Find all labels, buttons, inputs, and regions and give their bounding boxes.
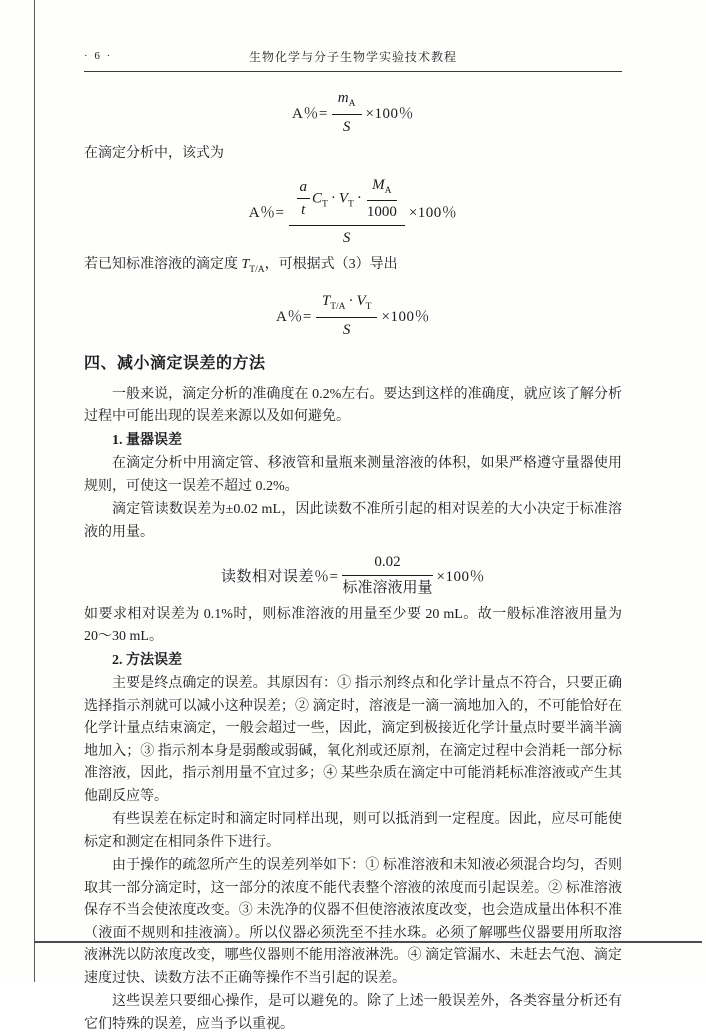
paragraph-instrument: 在滴定分析中用滴定管、移液管和量瓶来测量溶液的体积，如果严格遵守量器使用规则，可使这一误差不超过 0.2%。 [84, 456, 622, 494]
fraction-denominator: 1000 [366, 204, 397, 220]
var-m: m [337, 90, 349, 106]
inner-fraction-M-1000 [367, 176, 397, 222]
subscript-T: T [348, 199, 354, 210]
paragraph-error-cancellation: 有些误差在标定时和滴定时同样出现，则可以抵消到一定程度。因此，应尽可能使标定和测定在相同条件下进行。 [84, 812, 622, 850]
fraction-denominator [289, 226, 405, 248]
fraction-numerator [367, 176, 397, 201]
fraction [332, 88, 362, 137]
paragraph-operation-negligence: 由于操作的疏忽所产生的误差列举如下：① 标准溶液和未知液必须混合均匀，否则取其一部分滴定时，这一部分的浓度不能代表整个溶液的浓度而引起误差。② 标准溶液保存不当会使浓度改变。③ 未洗净的仪器不但使溶液浓度改变，也会造成量出体积不准（液面不规则和挂液滴）。所以仪器必须洗至不挂水珠。必须了解哪些仪器要用所取溶液淋洗以防浓度改变，哪些仪器则不能用溶液淋洗。④ 滴定管漏水、未赶去气泡、滴定速度过快、读数方法不正确等操作不当引起的误差。 [84, 858, 622, 986]
fraction-denominator [316, 318, 378, 340]
formula-titer-percent [84, 291, 622, 340]
inner-fraction-a-t [297, 178, 311, 221]
dot-operator: · [356, 190, 362, 207]
running-header-title: 生物化学与分子生物学实验技术教程 [248, 50, 457, 64]
fraction-numerator [297, 178, 311, 200]
dot-operator: · [348, 292, 354, 309]
var-T: T [241, 256, 250, 272]
var-V: V [338, 190, 348, 207]
paragraph-burette-reading: 滴定管读数误差为±0.02 mL，因此读数不准所引起的相对误差的大小决定于标准溶液的用量。 [84, 502, 622, 540]
titer-text-before: 若已知标准溶液的滴定度 [84, 256, 242, 272]
fraction-denominator [297, 199, 311, 220]
dot-operator: · [330, 190, 336, 207]
paragraph-accuracy: 一般来说，滴定分析的准确度在 0.2%左右。要达到这样的准确度，就应该了解分析过程中可能出现的误差来源以及如何避免。 [84, 386, 622, 425]
var-t: t [301, 202, 306, 219]
formula2-tail: ×100％ [408, 204, 458, 221]
var-M: M [372, 177, 385, 194]
formula3-tail: ×100％ [381, 308, 430, 325]
page-number: · 6 · [84, 50, 113, 62]
titer-text-after: ，可根据式（3）导出 [264, 256, 398, 272]
fraction-denominator [332, 115, 362, 137]
formula1-lhs: A％= [292, 105, 328, 122]
subscript-T-A: T/A [330, 301, 346, 312]
formula1-tail: ×100％ [365, 105, 414, 122]
paragraph-intro: 在滴定分析中，该式为 [84, 145, 224, 161]
section-heading-four: 四、减小滴定误差的方法 [84, 355, 266, 373]
header-divider [84, 71, 622, 72]
fraction-numerator [289, 175, 405, 226]
var-S: S [342, 118, 351, 135]
paragraph-conclusion: 这些误差只要细心操作，是可以避免的。除了上述一般误差外，各类容量分析还有它们特殊的误差，应当予以重视。 [84, 994, 622, 1032]
fraction-numerator: 0.02 [342, 552, 432, 576]
page-header [84, 48, 622, 66]
page-content [84, 48, 622, 1036]
var-C: C [312, 190, 323, 207]
subscript-T: T [322, 199, 328, 210]
fraction [342, 552, 432, 598]
formula-reading-error [84, 552, 622, 598]
subscript-T: T [365, 301, 372, 312]
fraction-numerator [316, 291, 378, 318]
formula3-lhs: A％= [276, 308, 312, 325]
paragraph-titer [84, 254, 622, 281]
fraction-denominator: 标准溶液用量 [342, 580, 433, 597]
formula-mass-percent [84, 88, 622, 137]
fraction [316, 291, 378, 340]
paragraph-endpoint-error: 主要是终点确定的误差。其原因有：① 指示剂终点和化学计量点不符合，只要正确选择指示剂就可以减小这种误差；② 滴定时，溶液是一滴一滴地加入的，不可能恰好在化学计量点结束滴定，一般会超过一些，因此，滴定到极接近化学计量点时要半滴半滴地加入；③ 指示剂本身是弱酸或弱碱，氧化剂或还原剂，在滴定过程中会消耗一部分标准溶液，因此，指示剂用量不宜过多；④ 某些杂质在滴定中可能消耗标准溶液或产生其他副反应等。 [84, 676, 622, 804]
fraction [289, 175, 405, 247]
fraction-numerator [332, 88, 362, 115]
formula2-lhs: A％= [248, 204, 285, 221]
var-S: S [342, 229, 351, 246]
var-V: V [356, 292, 366, 309]
subheading-method-error: 2. 方法误差 [112, 652, 182, 668]
var-T: T [321, 292, 331, 309]
subheading-instrument-error: 1. 量器误差 [112, 432, 182, 448]
var-S: S [342, 321, 351, 338]
subscript-A: A [384, 186, 392, 197]
subscript-T-A: T/A [249, 264, 265, 275]
formula4-lhs: 读数相对误差％= [221, 568, 339, 585]
formula-titration-percent [84, 175, 622, 247]
subscript-A: A [348, 99, 356, 109]
page-edge-left-line [34, 0, 35, 982]
var-a: a [299, 178, 307, 195]
paragraph-volume-requirement: 如要求相对误差为 0.1%时，则标准溶液的用量至少要 20 mL。故一般标准溶液用量为 20～30 mL。 [84, 606, 622, 645]
formula4-tail: ×100％ [436, 568, 485, 585]
